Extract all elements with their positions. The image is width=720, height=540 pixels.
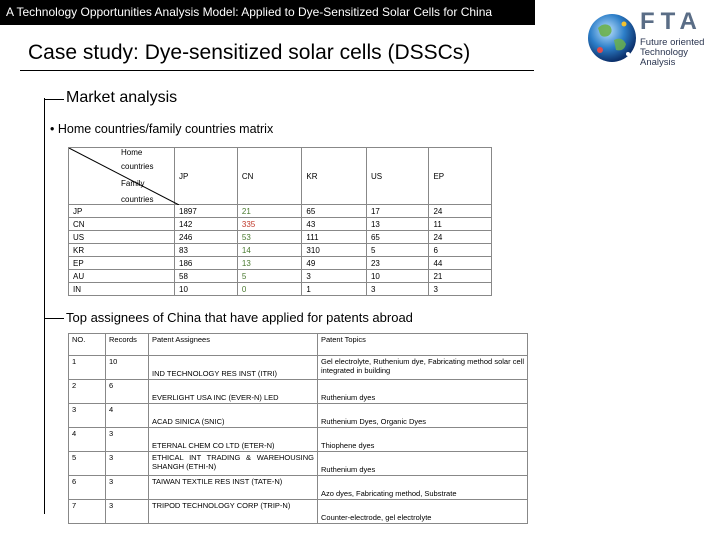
cell: 1897 (175, 205, 238, 218)
fta-logo (586, 8, 716, 70)
row-assignee: TAIWAN TEXTILE RES INST (TATE-N) (149, 476, 318, 500)
country-matrix (68, 147, 492, 296)
table-row (69, 452, 528, 476)
row-no: 3 (69, 404, 106, 428)
table-row (69, 283, 492, 296)
row-records: 3 (106, 476, 149, 500)
corner-countries-bottom: countries (121, 195, 154, 204)
cell: 24 (429, 231, 492, 244)
cell: 310 (302, 244, 367, 257)
table-row (69, 244, 492, 257)
row-no: 7 (69, 500, 106, 524)
section-bracket-line (44, 98, 45, 514)
col-topics-header: Patent Topics (318, 334, 528, 356)
cell: 3 (366, 283, 429, 296)
slide-title: Case study: Dye-sensitized solar cells (DSSCs) (28, 41, 471, 64)
col-no-header: NO. (69, 334, 106, 356)
header-title: A Technology Opportunities Analysis Model: Applied to Dye-Sensitized Solar Cells for China (6, 5, 493, 19)
table-row (69, 380, 528, 404)
cell: 5 (366, 244, 429, 257)
row-no: 4 (69, 428, 106, 452)
cell: 3 (302, 270, 367, 283)
row-assignee: ETERNAL CHEM CO LTD (ETER-N) (149, 428, 318, 452)
table-row (69, 428, 528, 452)
table-row (69, 231, 492, 244)
row-no: 2 (69, 380, 106, 404)
matrix-corner (69, 148, 175, 205)
row-records: 3 (106, 452, 149, 476)
cell: 14 (237, 244, 302, 257)
row-topics: Thiophene dyes (318, 428, 528, 452)
cell: 335 (237, 218, 302, 231)
cell: 21 (429, 270, 492, 283)
row-topics: Counter-electrode, gel electrolyte (318, 500, 528, 524)
cell: 13 (237, 257, 302, 270)
logo-line-3: Analysis (640, 57, 676, 68)
row-no: 6 (69, 476, 106, 500)
row-topics: Ruthenium dyes (318, 452, 528, 476)
cell: 111 (302, 231, 367, 244)
cell: 13 (366, 218, 429, 231)
row-topics: Azo dyes, Fabricating method, Substrate (318, 476, 528, 500)
cell: 5 (237, 270, 302, 283)
assignees-heading: Top assignees of China that have applied for patents abroad (66, 310, 413, 325)
corner-countries-top: countries (121, 162, 154, 171)
col-header: JP (175, 148, 238, 205)
row-assignee: IND TECHNOLOGY RES INST (ITRI) (149, 356, 318, 380)
cell: 246 (175, 231, 238, 244)
row-records: 10 (106, 356, 149, 380)
cell: 44 (429, 257, 492, 270)
cell: 0 (237, 283, 302, 296)
cell: 6 (429, 244, 492, 257)
globe-icon (586, 10, 638, 70)
cell: 10 (366, 270, 429, 283)
col-header: KR (302, 148, 367, 205)
row-records: 4 (106, 404, 149, 428)
matrix-bullet: • Home countries/family countries matrix (50, 122, 274, 136)
row-label: JP (69, 205, 175, 218)
row-label: US (69, 231, 175, 244)
slide-header-bar (0, 0, 535, 25)
logo-line-2: Technology (640, 47, 689, 58)
cell: 83 (175, 244, 238, 257)
row-assignee: ACAD SINICA (SNIC) (149, 404, 318, 428)
cell: 58 (175, 270, 238, 283)
table-row (69, 500, 528, 524)
row-no: 1 (69, 356, 106, 380)
cell: 21 (237, 205, 302, 218)
cell: 3 (429, 283, 492, 296)
section-tick-1 (44, 99, 64, 100)
table-row (69, 257, 492, 270)
table-row (69, 356, 528, 380)
assignees-table (68, 333, 528, 524)
table-row (69, 476, 528, 500)
row-records: 6 (106, 380, 149, 404)
table-header-row (69, 334, 528, 356)
corner-family: Family (121, 179, 145, 188)
cell: 1 (302, 283, 367, 296)
row-assignee: ETHICAL INT TRADING & WAREHOUSING SHANGH (ETHI-N) (149, 452, 318, 476)
table-row (69, 205, 492, 218)
row-topics: Ruthenium dyes (318, 380, 528, 404)
logo-tagline (640, 38, 704, 68)
cell: 43 (302, 218, 367, 231)
cell: 24 (429, 205, 492, 218)
row-assignee: TRIPOD TECHNOLOGY CORP (TRIP-N) (149, 500, 318, 524)
cell: 10 (175, 283, 238, 296)
cell: 23 (366, 257, 429, 270)
row-label: KR (69, 244, 175, 257)
table-row (69, 218, 492, 231)
table-row (69, 404, 528, 428)
col-header: CN (237, 148, 302, 205)
matrix-bullet-text: Home countries/family countries matrix (57, 122, 274, 136)
cell: 49 (302, 257, 367, 270)
col-header: EP (429, 148, 492, 205)
logo-line-1: Future oriented (640, 37, 705, 48)
cell: 186 (175, 257, 238, 270)
table-row (69, 270, 492, 283)
cell: 11 (429, 218, 492, 231)
corner-home: Home (121, 148, 143, 157)
market-heading: Market analysis (66, 89, 178, 106)
section-tick-2 (44, 318, 64, 319)
logo-acronym: FTA (640, 8, 703, 35)
row-records: 3 (106, 500, 149, 524)
row-topics: Ruthenium Dyes, Organic Dyes (318, 404, 528, 428)
cell: 65 (366, 231, 429, 244)
row-no: 5 (69, 452, 106, 476)
col-records-header: Records (106, 334, 149, 356)
col-header: US (366, 148, 429, 205)
row-topics: Gel electrolyte, Ruthenium dye, Fabricating method solar cell integrated in building (318, 356, 528, 380)
cell: 142 (175, 218, 238, 231)
row-label: CN (69, 218, 175, 231)
title-underline (20, 70, 534, 71)
row-label: AU (69, 270, 175, 283)
cell: 17 (366, 205, 429, 218)
row-records: 3 (106, 428, 149, 452)
cell: 65 (302, 205, 367, 218)
row-label: EP (69, 257, 175, 270)
cell: 53 (237, 231, 302, 244)
row-label: IN (69, 283, 175, 296)
col-assignees-header: Patent Assignees (149, 334, 318, 356)
row-assignee: EVERLIGHT USA INC (EVER-N) LED (149, 380, 318, 404)
